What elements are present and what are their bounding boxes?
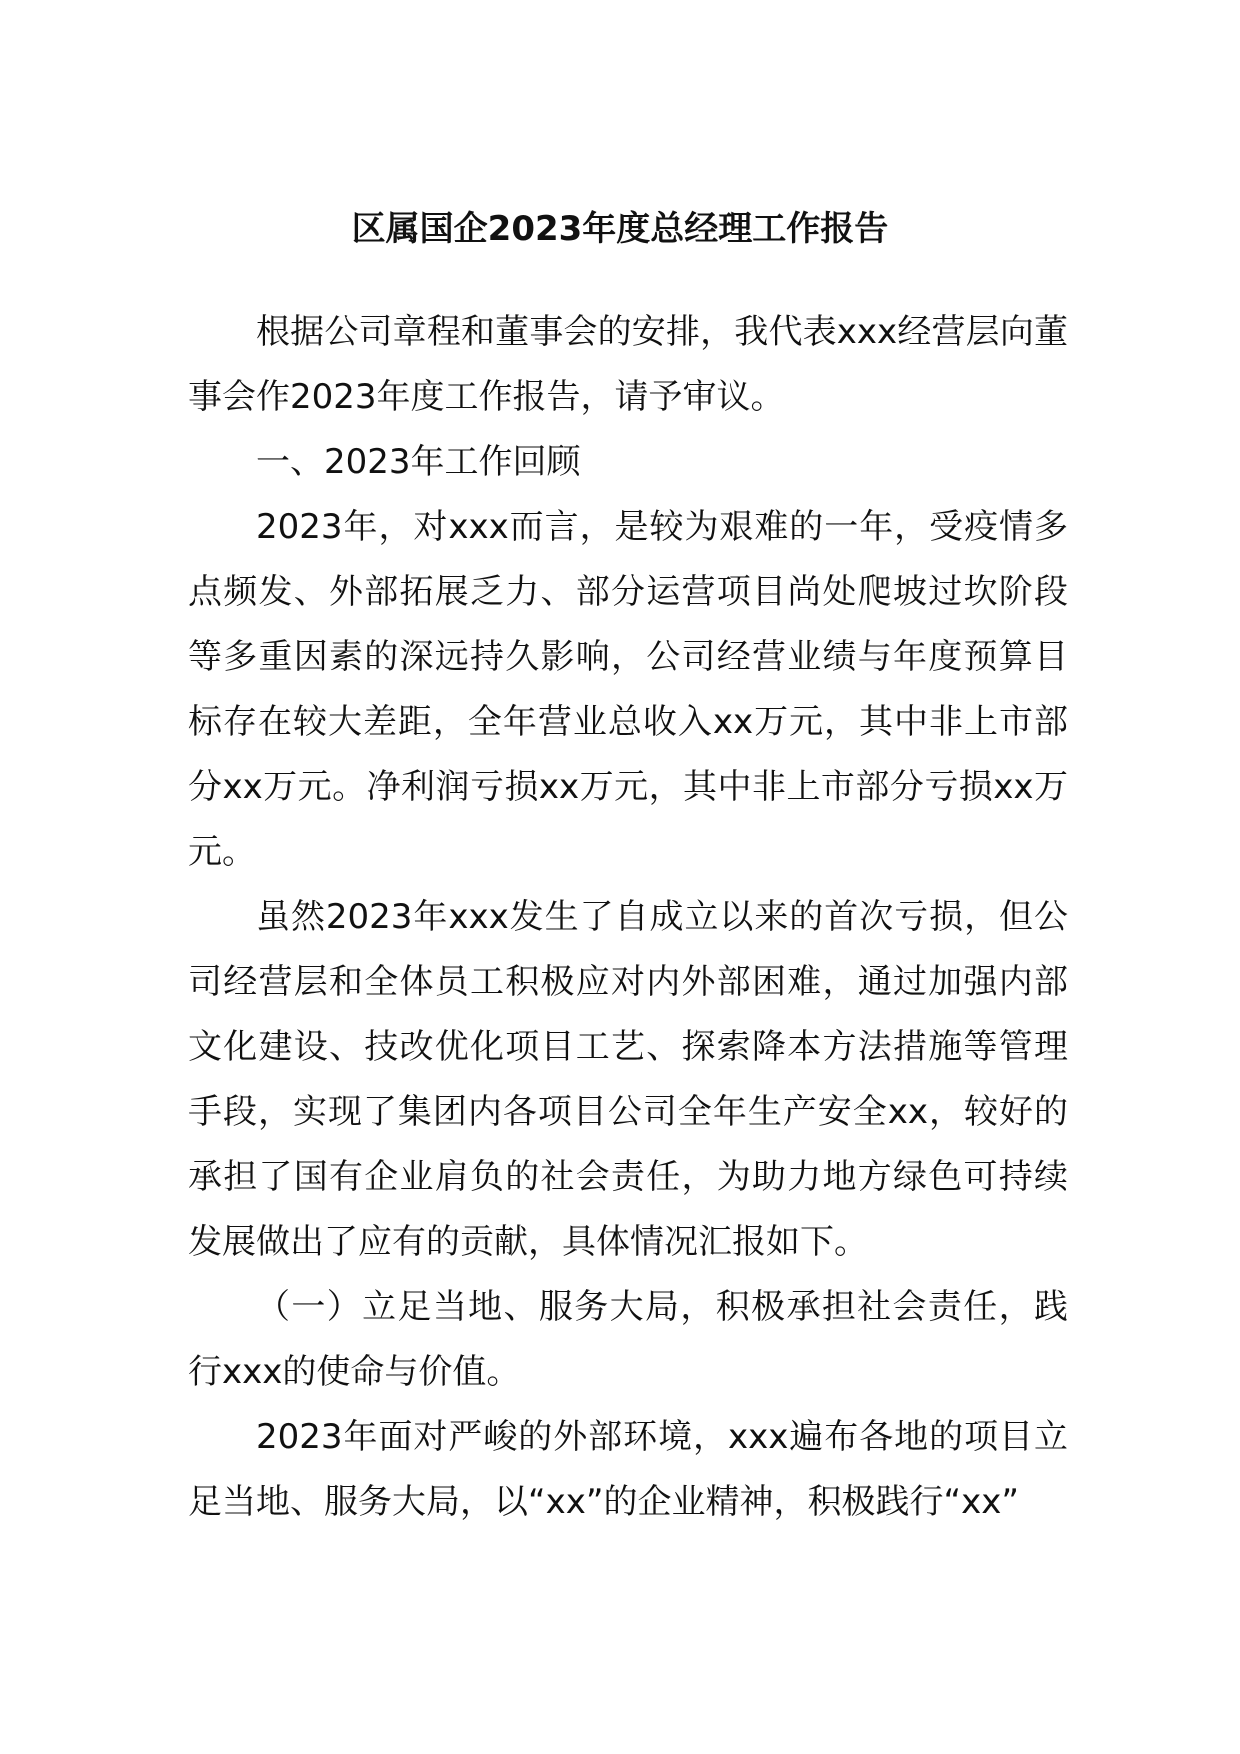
- paragraph-local-service: 2023年面对严峻的外部环境，xxx遍布各地的项目立足当地、服务大局，以“xx”的企业精神，积极践行“xx”: [188, 1417, 1068, 1522]
- section-heading-review: 一、2023年工作回顾: [256, 442, 581, 482]
- paragraph-summary: 虽然2023年xxx发生了自成立以来的首次亏损，但公司经营层和全体员工积极应对内外部困难，通过加强内部文化建设、技改优化项目工艺、探索降本方法措施等管理手段，实现了集团内各项目公司全年生产安全xx，较好的承担了国有企业肩负的社会责任，为助力地方绿色可持续发展做出了应有的贡献，具体情况汇报如下。: [188, 897, 1068, 1262]
- paragraph-intro: 根据公司章程和董事会的安排，我代表xxx经营层向董事会作2023年度工作报告，请予审议。: [188, 312, 1068, 417]
- paragraph-performance: 2023年，对xxx而言，是较为艰难的一年，受疫情多点频发、外部拓展乏力、部分运营项目尚处爬坡过坎阶段等多重因素的深远持久影响，公司经营业绩与年度预算目标存在较大差距，全年营业总收入xx万元，其中非上市部分xx万元。净利润亏损xx万元，其中非上市部分亏损xx万元。: [188, 507, 1068, 872]
- document-title: 区属国企2023年度总经理工作报告: [351, 209, 889, 249]
- document-body: [188, 300, 1068, 1535]
- subsection-heading-1: （一）立足当地、服务大局，积极承担社会责任，践行xxx的使命与价值。: [188, 1287, 1068, 1392]
